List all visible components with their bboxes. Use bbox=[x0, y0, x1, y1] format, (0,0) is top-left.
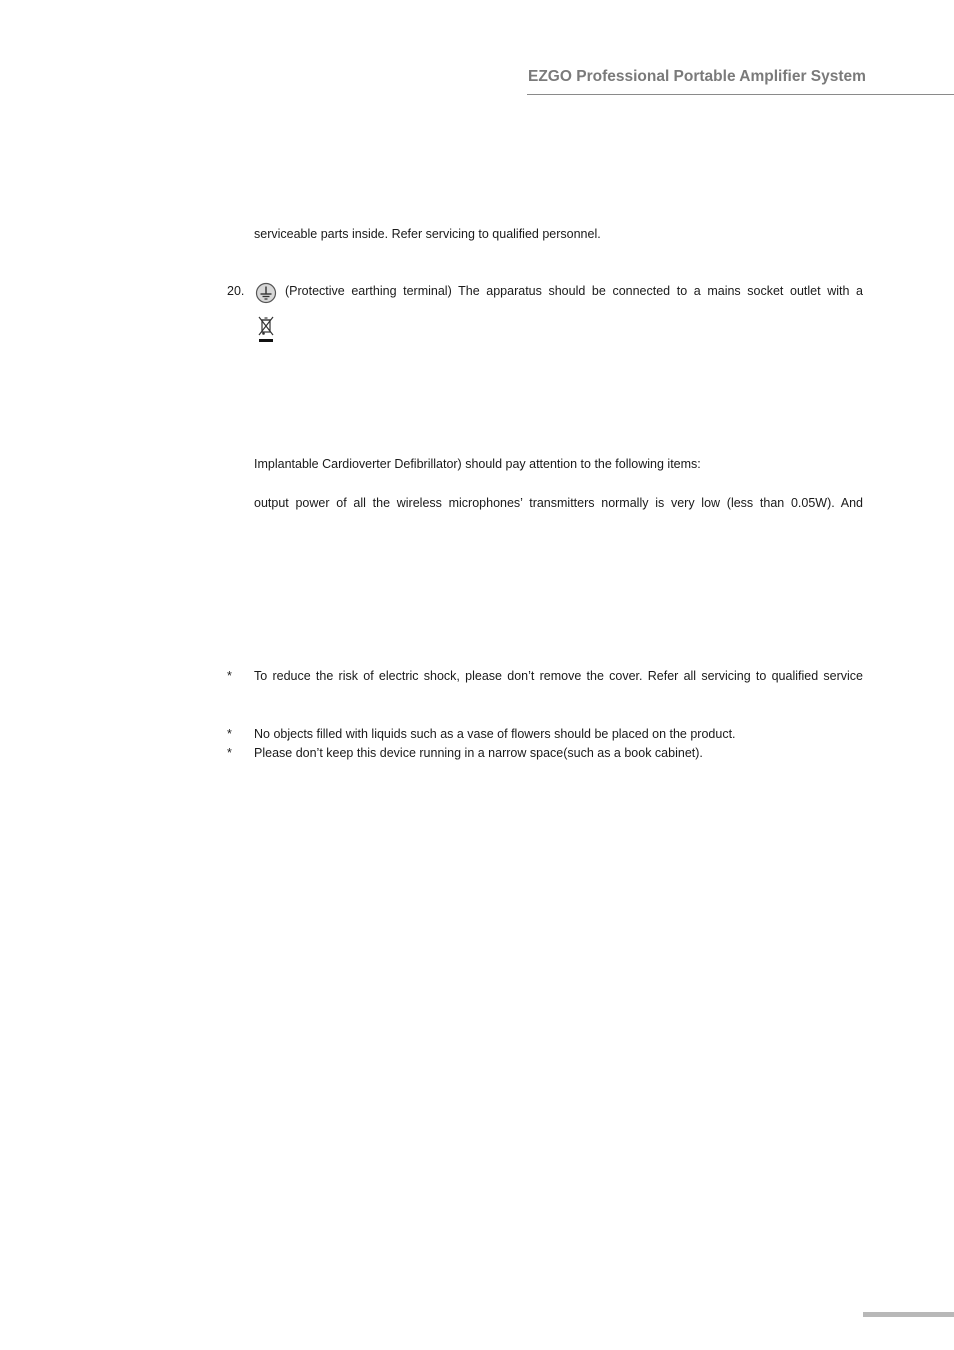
item-number: 20. bbox=[227, 284, 245, 298]
bullet-marker: * bbox=[227, 669, 232, 683]
text-line-output-power: output power of all the wireless microphones’ transmitters normally is very low (less than 0.05W). And bbox=[254, 496, 863, 510]
protective-earth-icon bbox=[255, 282, 277, 309]
text-line-serviceable: serviceable parts inside. Refer servicing to qualified personnel. bbox=[254, 227, 601, 241]
bullet-marker: * bbox=[227, 746, 232, 760]
document-title: EZGO Professional Portable Amplifier System bbox=[528, 68, 866, 85]
bullet-text: Please don’t keep this device running in a narrow space(such as a book cabinet). bbox=[254, 746, 703, 760]
text-line-implantable: Implantable Cardioverter Defibrillator) should pay attention to the following items: bbox=[254, 457, 701, 471]
footer-bar bbox=[863, 1312, 954, 1317]
bullet-text: To reduce the risk of electric shock, please don’t remove the cover. Refer all servicing to qualified service bbox=[254, 669, 863, 683]
crossed-bin-icon bbox=[257, 316, 275, 349]
bullet-marker: * bbox=[227, 727, 232, 741]
bullet-text: No objects filled with liquids such as a vase of flowers should be placed on the product. bbox=[254, 727, 736, 741]
header-divider bbox=[527, 94, 954, 95]
item-20-text: (Protective earthing terminal) The apparatus should be connected to a mains socket outlet with a bbox=[285, 284, 863, 298]
